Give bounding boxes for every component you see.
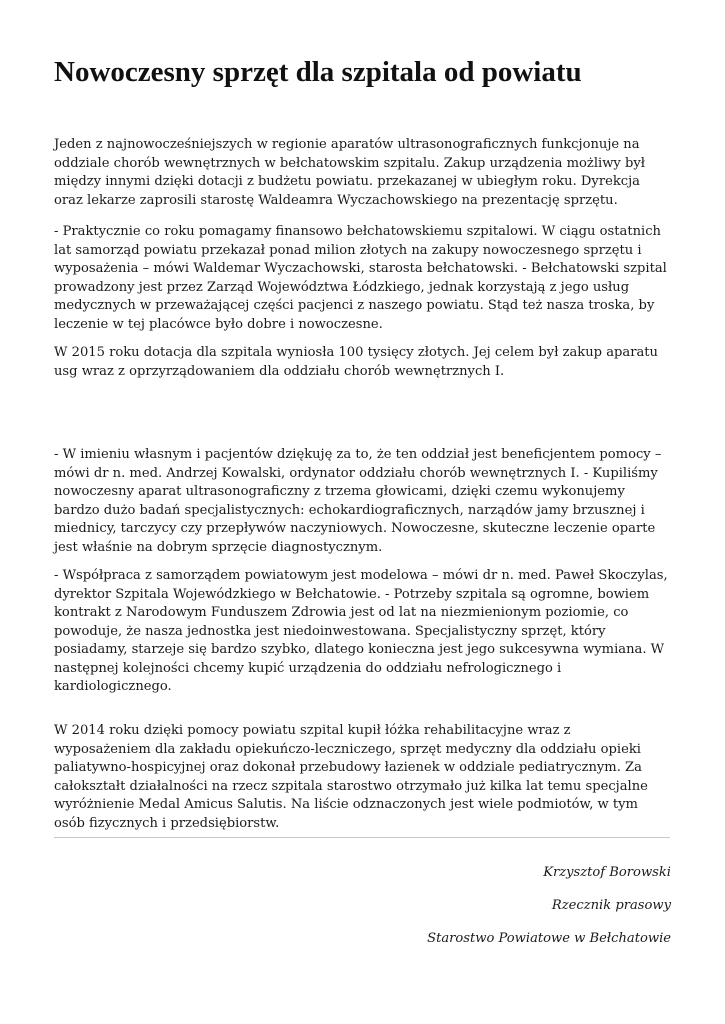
article-title: Nowoczesny sprzęt dla szpitala od powiatu (54, 56, 582, 88)
paragraph-intro: Jeden z najnowocześniejszych w regionie aparatów ultrasonograficznych funkcjonuje na oddziale chorób wewnętrznych w bełchatowskim szpitalu. Zakup urządzenia możliwy był między innymi dzięki dotacji z budżetu powiatu. przekazanej w ubiegłym roku. Dyrekcja oraz lekarze zaprosili starostę Waldeamra Wyczachowskiego na prezentację sprzętu. (54, 137, 645, 208)
signature-divider (54, 837, 670, 838)
signature-office: Starostwo Powiatowe w Bełchatowie (427, 931, 671, 946)
paragraph-dyrektor-quote: - Współpraca z samorządem powiatowym jest modelowa – mówi dr n. med. Paweł Skoczylas, dyrektor Szpitala Wojewódzkiego w Bełchatowie. - Potrzeby szpitala są ogromne, bowiem kontrakt z Narodowym Funduszem Zdrowia jest od lat na niezmienionym poziomie, co powoduje, że nasza jednostka jest niedoinwestowana. Specjalistyczny sprzęt, który posiadamy, starzeje się bardzo szybko, dlatego konieczna jest jego sukcesywna wymiana. W następnej kolejności chcemy kupić urządzenia do oddziału nefrologicznego i kardiologicznego. (54, 568, 668, 694)
paragraph-dotacja-2015: W 2015 roku dotacja dla szpitala wyniosła 100 tysięcy złotych. Jej celem był zakup aparatu usg wraz z oprzyrządowaniem dla oddziału chorób wewnętrznych I. (54, 345, 658, 379)
signature-name: Krzysztof Borowski (543, 865, 671, 880)
paragraph-zakupy-2014: W 2014 roku dzięki pomocy powiatu szpital kupił łóżka rehabilitacyjne wraz z wyposażeniem dla zakładu opiekuńczo-leczniczego, sprzęt medyczny dla oddziału opieki paliatywno-hospicyjnej oraz dokonał przebudowy łazienek w oddziale pediatrycznym. Za całokształt działalności na rzecz szpitala starostwo otrzymało już kilka lat temu specjalne wyróżnienie Medal Amicus Salutis. Na liście odznaczonych jest wiele podmiotów, w tym osób fizycznych i przedsiębiorstw. (54, 723, 648, 831)
paragraph-starosta-quote: - Praktycznie co roku pomagamy finansowo bełchatowskiemu szpitalowi. W ciągu ostatnich lat samorząd powiatu przekazał ponad milion złotych na zakupy nowoczesnego sprzętu i wyposażenia – mówi Waldemar Wyczachowski, starosta bełchatowski. - Bełchatowski szpital prowadzony jest przez Zarząd Województwa Łódzkiego, jednak korzystają z jego usług medycznych w przeważającej części pacjenci z naszego powiatu. Stąd też nasza troska, by leczenie w tej placówce było dobre i nowoczesne. (54, 224, 667, 332)
signature-role: Rzecznik prasowy (551, 898, 671, 913)
paragraph-ordynator-quote: - W imieniu własnym i pacjentów dziękuję za to, że ten oddział jest beneficjentem pomocy – mówi dr n. med. Andrzej Kowalski, ordynator oddziału chorób wewnętrznych I. - Kupiliśmy nowoczesny aparat ultrasonograficzny z trzema głowicami, dzięki czemu wykonujemy bardzo dużo badań specjalistycznych: echokardiograficznych, narządów jamy brzusznej i miednicy, tarczycy czy przepływów naczyniowych. Nowoczesne, skuteczne leczenie oparte jest właśnie na dobrym sprzęcie diagnostycznym. (54, 447, 662, 555)
